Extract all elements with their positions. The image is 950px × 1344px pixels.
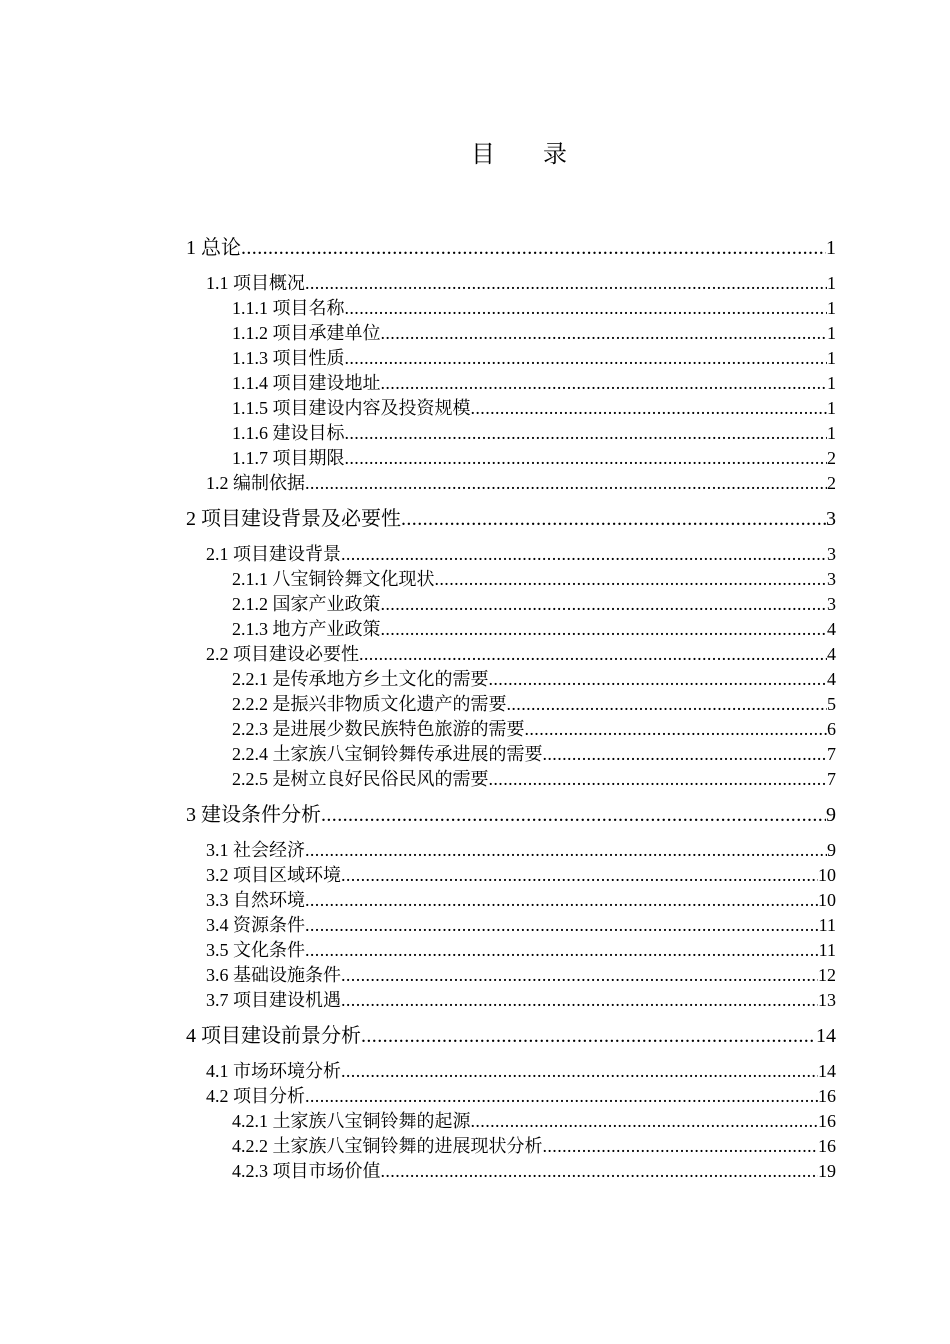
toc-entry-level-3[interactable] [186, 1109, 836, 1134]
toc-entry-level-3[interactable] [186, 667, 836, 692]
toc-page-number: 4 [827, 619, 836, 639]
toc-dot-leader [305, 1084, 818, 1109]
toc-entry-label: 3.2 项目区域环境 [206, 865, 341, 885]
toc-entry-label: 1.1.1 项目名称 [232, 298, 345, 318]
toc-entry-level-2[interactable] [186, 838, 836, 863]
toc-entry-level-2[interactable] [186, 1059, 836, 1084]
toc-entry-level-2[interactable] [186, 642, 836, 667]
toc-entry-label: 1.1.5 项目建设内容及投资规模 [232, 398, 471, 418]
toc-entry-level-2[interactable] [186, 888, 836, 913]
toc-page-number: 1 [827, 273, 836, 293]
toc-page-number: 14 [816, 1025, 836, 1047]
toc-page-number: 7 [827, 769, 836, 789]
toc-entry-label: 2.2.3 是进展少数民族特色旅游的需要 [232, 719, 525, 739]
toc-entry-level-2[interactable] [186, 938, 836, 963]
toc-dot-leader [341, 988, 818, 1013]
toc-page-number: 9 [827, 840, 836, 860]
toc-entry-level-3[interactable] [186, 617, 836, 642]
toc-page-number: 3 [826, 508, 836, 530]
toc-entry-level-1[interactable] [186, 800, 836, 830]
toc-dot-leader [241, 233, 826, 263]
toc-dot-leader [381, 321, 828, 346]
toc-dot-leader [305, 888, 818, 913]
toc-dot-leader [305, 471, 827, 496]
toc-entry-label: 2.1.3 地方产业政策 [232, 619, 381, 639]
toc-page-number: 11 [818, 940, 836, 960]
toc-entry-label: 2.2 项目建设必要性 [206, 644, 359, 664]
toc-entry-label: 2 项目建设背景及必要性 [186, 508, 401, 530]
toc-entry-level-3[interactable] [186, 592, 836, 617]
toc-entry-level-1[interactable] [186, 504, 836, 534]
toc-entry-label: 1.1.7 项目期限 [232, 448, 345, 468]
toc-dot-leader [341, 1059, 818, 1084]
toc-page-number: 1 [827, 423, 836, 443]
toc-page-number: 19 [818, 1161, 836, 1181]
toc-entry-label: 1.1.4 项目建设地址 [232, 373, 381, 393]
toc-dot-leader [341, 963, 818, 988]
toc-entry-level-3[interactable] [186, 1159, 836, 1184]
toc-page-number: 4 [827, 669, 836, 689]
toc-dot-leader [341, 863, 818, 888]
toc-entry-label: 3 建设条件分析 [186, 804, 321, 826]
toc-page-number: 4 [827, 644, 836, 664]
toc-entry-level-2[interactable] [186, 271, 836, 296]
toc-dot-leader [543, 1134, 819, 1159]
toc-entry-level-3[interactable] [186, 296, 836, 321]
toc-dot-leader [525, 717, 828, 742]
toc-entry-label: 2.1.2 国家产业政策 [232, 594, 381, 614]
toc-entry-label: 3.5 文化条件 [206, 940, 305, 960]
toc-entry-label: 2.2.1 是传承地方乡土文化的需要 [232, 669, 489, 689]
toc-page-number: 10 [818, 865, 836, 885]
toc-page-number: 2 [827, 473, 836, 493]
toc-entry-level-3[interactable] [186, 421, 836, 446]
toc-entry-label: 1.1 项目概况 [206, 273, 305, 293]
toc-dot-leader [489, 767, 828, 792]
toc-entry-label: 1.1.6 建设目标 [232, 423, 345, 443]
toc-dot-leader [381, 371, 828, 396]
toc-page-number: 16 [818, 1086, 836, 1106]
toc-page-number: 12 [818, 965, 836, 985]
toc-dot-leader [341, 542, 827, 567]
toc-dot-leader [345, 446, 828, 471]
toc-page-number: 2 [827, 448, 836, 468]
toc-page-number: 1 [827, 348, 836, 368]
toc-entry-label: 4.2.2 土家族八宝铜铃舞的进展现状分析 [232, 1136, 543, 1156]
toc-entry-level-3[interactable] [186, 567, 836, 592]
toc-entry-level-3[interactable] [186, 371, 836, 396]
toc-dot-leader [345, 346, 828, 371]
toc-dot-leader [321, 800, 826, 830]
toc-entry-label: 2.1.1 八宝铜铃舞文化现状 [232, 569, 435, 589]
toc-entry-label: 3.6 基础设施条件 [206, 965, 341, 985]
toc-entry-level-3[interactable] [186, 767, 836, 792]
toc-dot-leader [345, 421, 828, 446]
toc-entry-label: 3.4 资源条件 [206, 915, 305, 935]
toc-entry-label: 2.2.5 是树立良好民俗民风的需要 [232, 769, 489, 789]
toc-entry-label: 2.1 项目建设背景 [206, 544, 341, 564]
toc-entry-label: 1.2 编制依据 [206, 473, 305, 493]
toc-page-number: 1 [827, 298, 836, 318]
toc-title: 目 录 [471, 142, 579, 168]
toc-dot-leader [305, 913, 819, 938]
toc-dot-leader [359, 642, 827, 667]
toc-entry-label: 1.1.2 项目承建单位 [232, 323, 381, 343]
toc-page-number: 10 [818, 890, 836, 910]
toc-entry-label: 1 总论 [186, 237, 241, 259]
toc-page-number: 6 [827, 719, 836, 739]
toc-entry-level-3[interactable] [186, 446, 836, 471]
toc-entry-level-3[interactable] [186, 396, 836, 421]
toc-entry-level-2[interactable] [186, 542, 836, 567]
toc-entry-level-1[interactable] [186, 233, 836, 263]
toc-entry-level-2[interactable] [186, 1084, 836, 1109]
toc-dot-leader [489, 667, 828, 692]
toc-entry-level-3[interactable] [186, 321, 836, 346]
toc-page-number: 1 [827, 323, 836, 343]
toc-entry-level-1[interactable] [186, 1021, 836, 1051]
toc-page-number: 3 [827, 594, 836, 614]
toc-entry-label: 4.2.3 项目市场价值 [232, 1161, 381, 1181]
toc-entry-label: 4.2 项目分析 [206, 1086, 305, 1106]
toc-page-number: 14 [818, 1061, 836, 1081]
table-of-contents [186, 233, 836, 1184]
toc-entry-level-3[interactable] [186, 717, 836, 742]
toc-entry-level-3[interactable] [186, 742, 836, 767]
toc-page-number: 1 [826, 237, 836, 259]
toc-page-number: 11 [818, 915, 836, 935]
toc-entry-label: 2.2.4 土家族八宝铜铃舞传承进展的需要 [232, 744, 543, 764]
toc-entry-level-2[interactable] [186, 863, 836, 888]
toc-page-number: 3 [827, 569, 836, 589]
toc-dot-leader [381, 617, 828, 642]
toc-dot-leader [471, 396, 828, 421]
toc-page-number: 1 [827, 373, 836, 393]
toc-entry-label: 4 项目建设前景分析 [186, 1025, 361, 1047]
toc-page-number: 16 [818, 1111, 836, 1131]
toc-page-number: 1 [827, 398, 836, 418]
toc-dot-leader [381, 592, 828, 617]
toc-dot-leader [305, 938, 819, 963]
toc-page-number: 13 [818, 990, 836, 1010]
toc-entry-level-2[interactable] [186, 471, 836, 496]
toc-page-number: 5 [827, 694, 836, 714]
toc-dot-leader [305, 271, 827, 296]
toc-entry-level-3[interactable] [186, 346, 836, 371]
toc-dot-leader [435, 567, 828, 592]
toc-entry-level-3[interactable] [186, 692, 836, 717]
toc-entry-level-2[interactable] [186, 963, 836, 988]
toc-page-number: 9 [826, 804, 836, 826]
toc-dot-leader [543, 742, 828, 767]
toc-dot-leader [305, 838, 827, 863]
toc-entry-level-2[interactable] [186, 988, 836, 1013]
toc-dot-leader [345, 296, 828, 321]
toc-entry-label: 3.7 项目建设机遇 [206, 990, 341, 1010]
toc-entry-label: 4.2.1 土家族八宝铜铃舞的起源 [232, 1111, 471, 1131]
toc-dot-leader [381, 1159, 819, 1184]
toc-dot-leader [471, 1109, 819, 1134]
toc-page-number: 16 [818, 1136, 836, 1156]
toc-entry-level-3[interactable] [186, 1134, 836, 1159]
toc-entry-level-2[interactable] [186, 913, 836, 938]
toc-page-number: 7 [827, 744, 836, 764]
toc-page-number: 3 [827, 544, 836, 564]
toc-entry-label: 4.1 市场环境分析 [206, 1061, 341, 1081]
toc-entry-label: 2.2.2 是振兴非物质文化遗产的需要 [232, 694, 507, 714]
toc-dot-leader [507, 692, 828, 717]
toc-entry-label: 1.1.3 项目性质 [232, 348, 345, 368]
toc-entry-label: 3.1 社会经济 [206, 840, 305, 860]
toc-dot-leader [401, 504, 826, 534]
toc-dot-leader [361, 1021, 816, 1051]
toc-entry-label: 3.3 自然环境 [206, 890, 305, 910]
